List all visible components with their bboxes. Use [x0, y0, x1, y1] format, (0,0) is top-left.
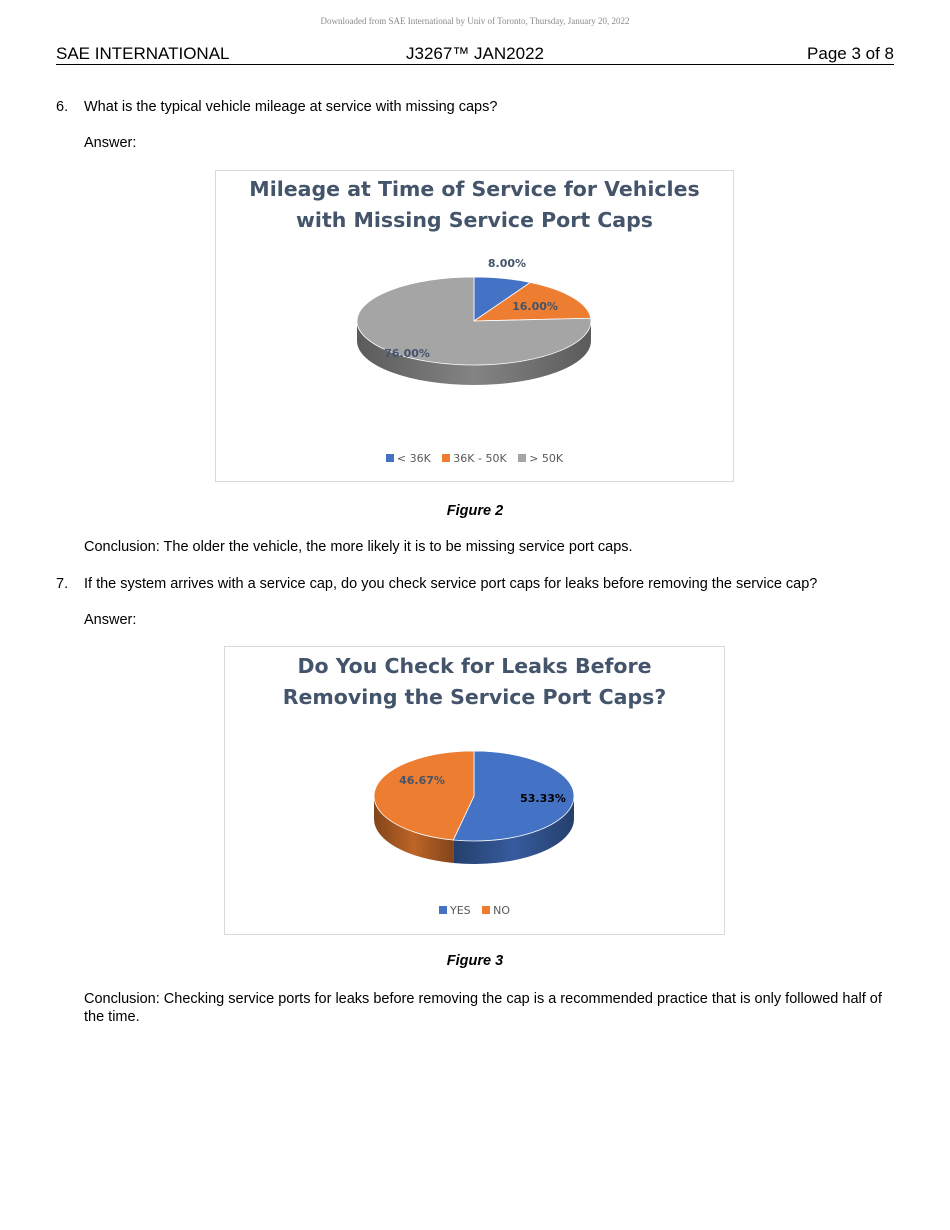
- legend-swatch: [439, 906, 447, 914]
- legend-item: [442, 452, 506, 465]
- data-label: 46.67%: [399, 774, 445, 787]
- download-banner: Downloaded from SAE International by Univ of Toronto, Thursday, January 20, 2022: [320, 16, 630, 26]
- legend-swatch: [518, 454, 526, 462]
- data-label: 16.00%: [512, 300, 558, 313]
- conclusion-text: Conclusion: The older the vehicle, the more likely it is to be missing service port caps.: [84, 539, 633, 555]
- legend-label: < 36K: [396, 452, 431, 465]
- chart-title-line: Do You Check for Leaks Before: [297, 654, 652, 678]
- chart-mileage-pie: [215, 170, 734, 482]
- chart-legend: [216, 452, 733, 465]
- legend-swatch: [442, 454, 450, 462]
- answer-label: Answer:: [84, 135, 137, 151]
- question-text: If the system arrives with a service cap, do you check service port caps for leaks before removing the service cap?: [84, 576, 818, 592]
- question-number: 7.: [56, 576, 69, 592]
- legend-label: NO: [493, 904, 511, 917]
- figure-caption: Figure 2: [446, 503, 504, 519]
- figure-caption: Figure 3: [446, 953, 504, 969]
- legend-swatch: [482, 906, 490, 914]
- answer-label: Answer:: [84, 612, 137, 628]
- legend-swatch: [386, 454, 394, 462]
- header-doc-id: J3267™ JAN2022: [406, 44, 544, 63]
- chart-leak-check-pie: [224, 646, 725, 935]
- legend-label: YES: [449, 904, 471, 917]
- legend-item: [518, 452, 563, 465]
- chart-title-line: with Missing Service Port Caps: [295, 208, 654, 232]
- data-label: 8.00%: [487, 257, 527, 270]
- data-label: 53.33%: [520, 792, 566, 805]
- question-7: [56, 575, 817, 593]
- chart-title-line: Mileage at Time of Service for Vehicles: [249, 177, 700, 201]
- question-text: What is the typical vehicle mileage at service with missing caps?: [84, 99, 498, 115]
- legend-label: > 50K: [529, 452, 564, 465]
- legend-label: 36K - 50K: [453, 452, 507, 465]
- legend-item: [482, 904, 510, 917]
- question-6: [56, 98, 497, 116]
- legend-item: [386, 452, 431, 465]
- pie-chart-svg: [216, 171, 733, 481]
- chart-title-line: Removing the Service Port Caps?: [282, 685, 667, 709]
- page-header: [56, 44, 894, 65]
- data-label: 76.00%: [384, 347, 430, 360]
- legend-item: [439, 904, 471, 917]
- conclusion-text: Conclusion: Checking service ports for leaks before removing the cap is a recommended practice that is only followed half of the time.: [84, 991, 882, 1025]
- chart-legend: [225, 904, 724, 917]
- header-org: SAE INTERNATIONAL: [56, 44, 230, 63]
- pie-chart-svg: [225, 647, 724, 934]
- question-number: 6.: [56, 99, 69, 115]
- header-page-number: Page 3 of 8: [807, 44, 894, 63]
